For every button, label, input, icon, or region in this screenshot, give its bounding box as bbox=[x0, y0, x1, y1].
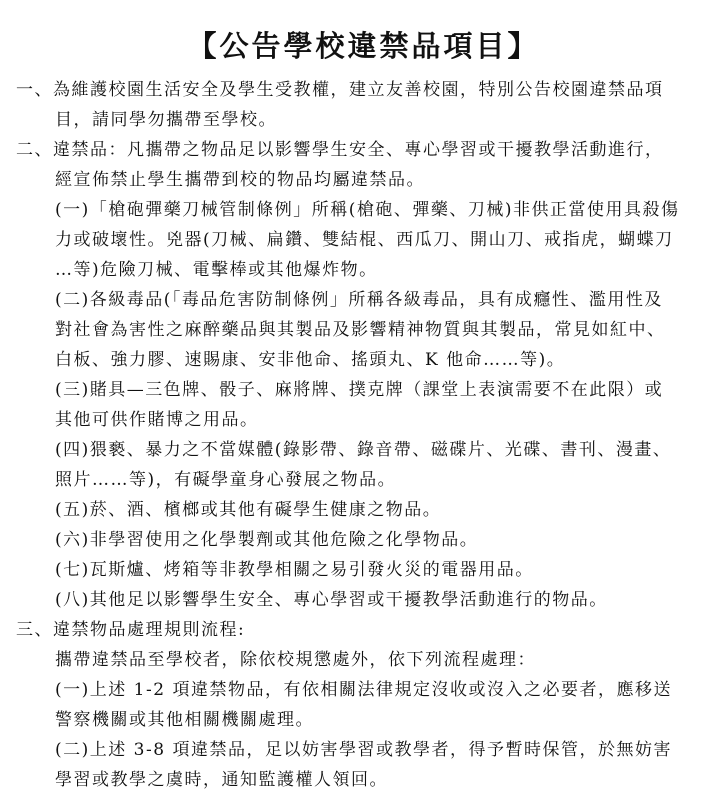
item-3-line-2: 其他可供作賭博之用品。 bbox=[55, 410, 259, 430]
item-5: (五)菸、酒、檳榔或其他有礙學生健康之物品。 bbox=[55, 500, 442, 520]
item-8: (八)其他足以影響學生安全、專心學習或干擾教學活動進行的物品。 bbox=[55, 590, 608, 610]
item-4-line-1: (四)猥褻、暴力之不當媒體(錄影帶、錄音帶、磁碟片、光碟、書刊、漫畫、 bbox=[55, 440, 672, 460]
section-3-heading: 三、違禁物品處理規則流程: bbox=[16, 620, 246, 640]
procedure-1-line-2: 警察機關或其他相關機關處理。 bbox=[55, 710, 314, 730]
item-2-line-2: 對社會為害性之麻醉藥品與其製品及影響精神物質與其製品，常見如紅中、 bbox=[55, 320, 666, 340]
item-6: (六)非學習使用之化學製劑或其他危險之化學物品。 bbox=[55, 530, 479, 550]
item-1-line-2: 力或破壞性。兇器(刀械、扁鑽、雙結棍、西瓜刀、開山刀、戒指虎，蝴蝶刀 bbox=[55, 230, 674, 250]
procedure-2-line-2: 學習或教學之虞時，通知監護權人領回。 bbox=[55, 770, 388, 790]
document-title: 【公告學校違禁品項目】 bbox=[187, 29, 540, 63]
section-1-line-1: 一、為維護校園生活安全及學生受教權，建立友善校園，特別公告校園違禁品項 bbox=[16, 80, 664, 100]
section-2-line-2: 經宣佈禁止學生攜帶到校的物品均屬違禁品。 bbox=[55, 170, 425, 190]
section-2-line-1: 二、違禁品：凡攜帶之物品足以影響學生安全、專心學習或干擾教學活動進行， bbox=[16, 140, 664, 160]
item-7: (七)瓦斯爐、烤箱等非教學相關之易引發火災的電器用品。 bbox=[55, 560, 534, 580]
procedure-1-line-1: (一)上述 1-2 項違禁物品，有依相關法律規定沒收或沒入之必要者，應移送 bbox=[55, 680, 672, 700]
section-1-line-2: 目，請同學勿攜帶至學校。 bbox=[55, 110, 277, 130]
procedure-2-line-1: (二)上述 3-8 項違禁品，足以妨害學習或教學者，得予暫時保管，於無妨害 bbox=[55, 740, 672, 760]
item-1-line-3: …等)危險刀械、電擊棒或其他爆炸物。 bbox=[55, 260, 378, 280]
item-2-line-3: 白板、強力膠、速賜康、安非他命、搖頭丸、K 他命……等)。 bbox=[55, 350, 566, 370]
section-3-intro: 攜帶違禁品至學校者，除依校規懲處外，依下列流程處理： bbox=[55, 650, 536, 670]
item-1-line-1: (一)「槍砲彈藥刀械管制條例」所稱(槍砲、彈藥、刀械)非供正當使用具殺傷 bbox=[55, 200, 680, 220]
item-4-line-2: 照片……等)，有礙學童身心發展之物品。 bbox=[55, 470, 397, 490]
item-3-line-1: (三)賭具—三色牌、骰子、麻將牌、撲克牌（課堂上表演需要不在此限）或 bbox=[55, 380, 664, 400]
item-2-line-1: (二)各級毒品(「毒品危害防制條例」所稱各級毒品，具有成癮性、濫用性及 bbox=[55, 290, 663, 310]
